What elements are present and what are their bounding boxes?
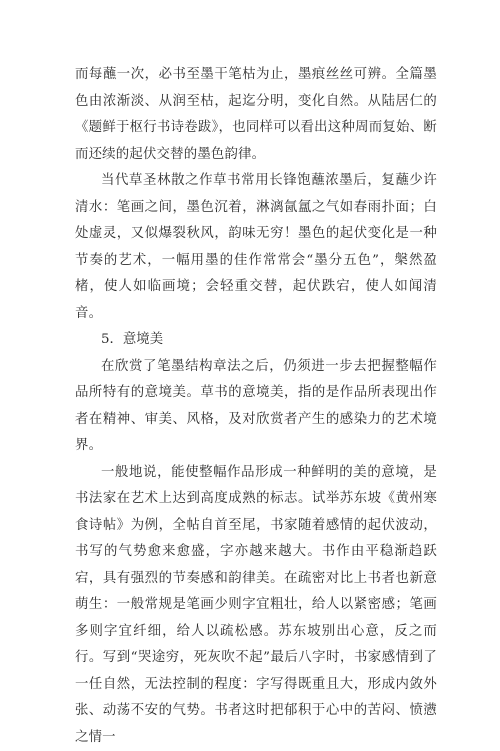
paragraph-ink-rhythm: 而每蘸一次，必书至墨干笔枯为止，墨痕丝丝可辨。全篇墨色由浓渐淡、从润至枯，起迄分明，变化自然。从陆居仁的《题鲜于枢行书诗卷跋》，也同样可以看出这种周而复始、断而还续的起伏交替的墨色韵律。	[75, 62, 437, 168]
paragraph-artistic-conception: 在欣赏了笔墨结构章法之后，仍须进一步去把握整幅作品所特有的意境美。草书的意境美，指的是作品所表现出作者在精神、审美、风格，及对欣赏者产生的感染力的艺术境界。	[75, 354, 437, 460]
paragraph-su-dongpo: 一般地说，能使整幅作品形成一种鲜明的美的意境，是书法家在艺术上达到高度成熟的标志。试举苏东坡《黄州寒食诗帖》为例，全帖自首至尾，书家随着感情的起伏波动，书写的气势愈来愈盛，字亦越来越大。书作由平稳渐趋跃宕，具有强烈的节奏感和韵律美。在疏密对比上书者也新意萌生：一般常规是笔画少则字宜粗壮，给人以紧密感；笔画多则字宜纤细，给人以疏松感。苏东坡别出心意，反之而行。写到“哭途穷，死灰吹不起”最后八字时，书家感情到了一任自然，无法控制的程度：字写得既重且大，形成内敛外张、动荡不安的气势。书者这时把郁积于心中的苦闷、愤懑之情一	[75, 460, 437, 751]
paragraph-lin-sanzhi: 当代草圣林散之作草书常用长锋饱蘸浓墨后，复蘸少许清水：笔画之间，墨色沉着，淋漓氤氲之气如春雨扑面；白处虚灵，又似爆裂秋风，韵味无穷！墨色的起伏变化是一种节奏的艺术，一幅用墨的佳作常常会“墨分五色”，槃然盈楮，使人如临画境；会轻重交替，起伏跌宕，使人如闻清音。	[75, 168, 437, 327]
section-heading: 5．意境美	[75, 327, 437, 354]
document-body	[75, 62, 437, 751]
